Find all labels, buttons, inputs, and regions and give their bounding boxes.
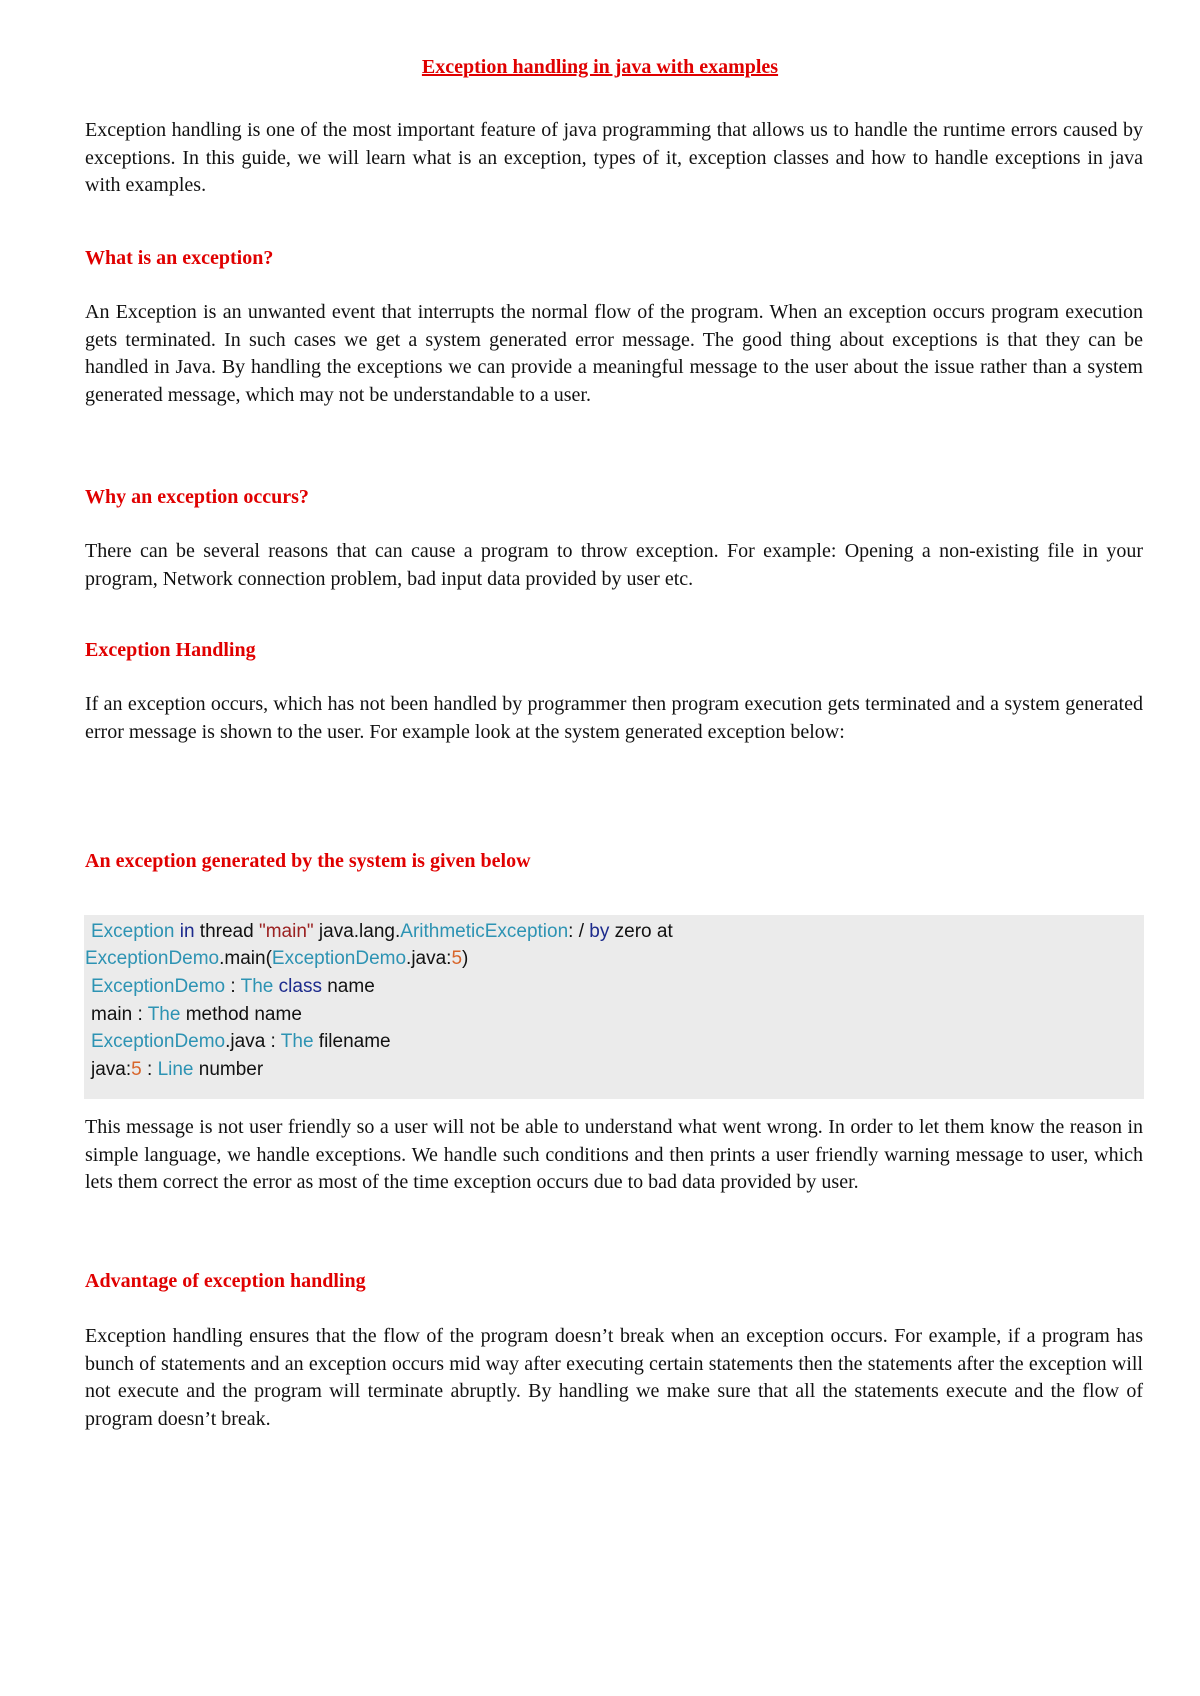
code-token: 5	[451, 948, 463, 969]
heading-what-is-exception: What is an exception?	[85, 247, 274, 269]
code-token: filename	[313, 1031, 391, 1052]
code-token: Line	[157, 1059, 194, 1080]
code-token: ExceptionDemo	[271, 948, 407, 969]
code-token: The	[240, 976, 274, 997]
code-token: by	[589, 921, 610, 942]
code-token: in	[179, 921, 195, 942]
code-token: The	[147, 1004, 181, 1025]
code-token: .java :	[225, 1031, 281, 1052]
code-token: ExceptionDemo	[85, 948, 220, 969]
paragraph-why-exception-occurs: There can be several reasons that can cause a program to throw exception. For example: Opening a non-existing file in your program, Network connection problem, bad input data provided by user etc.	[85, 540, 1143, 590]
code-token: method name	[180, 1004, 302, 1025]
code-block	[84, 915, 1144, 1099]
code-token: name	[321, 976, 375, 997]
code-line-3	[91, 976, 375, 998]
code-token: number	[193, 1059, 264, 1080]
code-token: java.lang.	[313, 921, 401, 942]
code-token: .main(	[219, 948, 272, 969]
code-token: main :	[91, 1004, 148, 1025]
intro-paragraph: Exception handling is one of the most important feature of java programming that allows us to handle the runtime errors caused by exceptions. In this guide, we will learn what is an exception, types of it, exception classes and how to handle exceptions in java with examples.	[85, 119, 1143, 197]
code-token: ArithmeticException	[400, 921, 569, 942]
code-token: class	[278, 976, 322, 997]
code-token: ExceptionDemo	[91, 976, 226, 997]
code-token: 5	[131, 1059, 142, 1080]
code-token: ExceptionDemo	[91, 1031, 226, 1052]
code-token: Exception	[91, 921, 175, 942]
heading-system-exception: An exception generated by the system is given below	[85, 850, 531, 872]
code-line-2	[85, 948, 468, 970]
code-token: "main"	[258, 921, 314, 942]
heading-why-exception-occurs: Why an exception occurs?	[85, 486, 309, 508]
code-token: .java:	[406, 948, 452, 969]
code-line-6	[91, 1059, 263, 1081]
document-title: Exception handling in java with examples	[421, 56, 779, 78]
code-token: :	[225, 976, 241, 997]
code-token: :	[141, 1059, 158, 1080]
code-token: thread	[194, 921, 259, 942]
code-line-4	[91, 1004, 302, 1026]
code-line-5	[91, 1031, 391, 1053]
code-token: The	[280, 1031, 314, 1052]
paragraph-exception-handling: If an exception occurs, which has not been handled by programmer then program execution gets terminated and a system generated error message is shown to the user. For example look at the system generated exception below:	[85, 693, 1143, 743]
paragraph-advantage: Exception handling ensures that the flow of the program doesn’t break when an exception occurs. For example, if a program has bunch of statements and an exception occurs mid way after executing certain statements then the statements after the exception will not execute and the program will terminate abruptly. By handling we make sure that all the statements execute and the flow of program doesn’t break.	[85, 1325, 1143, 1430]
code-token: zero at	[609, 921, 673, 942]
heading-advantage: Advantage of exception handling	[85, 1270, 366, 1292]
paragraph-system-exception: This message is not user friendly so a user will not be able to understand what went wrong. In order to let them know the reason in simple language, we handle exceptions. We handle such conditions and then prints a user friendly warning message to user, which lets them correct the error as most of the time exception occurs due to bad data provided by user.	[85, 1116, 1143, 1194]
heading-exception-handling: Exception Handling	[85, 639, 256, 661]
code-line-1	[91, 921, 673, 943]
code-token: : /	[568, 921, 590, 942]
code-token: java:	[91, 1059, 132, 1080]
paragraph-what-is-exception: An Exception is an unwanted event that interrupts the normal flow of the program. When an exception occurs program execution gets terminated. In such cases we get a system generated error message. The good thing about exceptions is that they can be handled in Java. By handling the exceptions we can provide a meaningful message to the user about the issue rather than a system generated message, which may not be understandable to a user.	[85, 301, 1143, 406]
code-token: )	[462, 948, 469, 969]
